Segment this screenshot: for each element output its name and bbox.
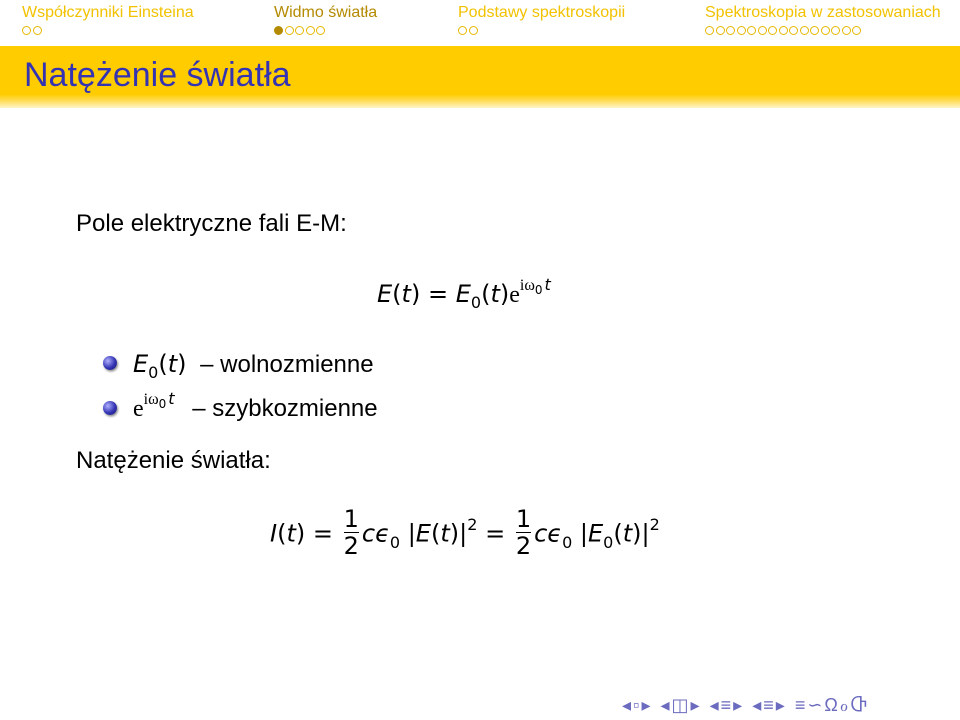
- eq1-amp-sub: 0: [470, 293, 482, 312]
- nav-dot-icon[interactable]: [274, 26, 283, 35]
- beamer-nav-symbol-icon[interactable]: ▸: [733, 695, 743, 715]
- nav-section-spektroskopia[interactable]: Spektroskopia w zastosowaniach: [705, 4, 941, 21]
- eq1-lhs: E: [377, 280, 393, 308]
- frame-title-bar: [0, 46, 960, 108]
- nav-dot-icon[interactable]: [800, 26, 809, 35]
- beamer-nav-symbol-icon[interactable]: ≡: [720, 695, 732, 715]
- bullet1-math: E: [133, 350, 149, 378]
- eq2-frac-num: 1: [343, 505, 359, 533]
- nav-dot-icon[interactable]: [458, 26, 467, 35]
- intensity-label: Natężenie światła:: [76, 447, 271, 474]
- eq2-frac2-num: 1: [515, 505, 532, 533]
- bullet2-base: e: [133, 396, 144, 422]
- nav-section-widmo[interactable]: Widmo światła: [274, 4, 378, 21]
- bullet1-arg: t: [167, 350, 178, 378]
- nav-dot-icon[interactable]: [737, 26, 746, 35]
- beamer-nav-symbol-icon[interactable]: ▫: [633, 695, 640, 715]
- nav-dot-icon[interactable]: [705, 26, 714, 35]
- eq1-exp-pow-sub: 0: [534, 283, 543, 297]
- nav-dot-icon[interactable]: [306, 26, 315, 35]
- eq2-E0: E: [587, 519, 604, 548]
- eq1-exp-pow-t: t: [544, 275, 551, 294]
- nav-section-einstein[interactable]: Współczynniki Einsteina: [22, 4, 194, 21]
- eq2-equals-2: =: [485, 519, 506, 548]
- eq2-c: c: [361, 519, 376, 548]
- beamer-nav-symbol-icon[interactable]: ◫: [671, 695, 689, 715]
- eq2-eps: ϵ: [375, 519, 390, 548]
- beamer-nav-symbol-icon[interactable]: ℴ: [839, 695, 849, 715]
- beamer-nav-symbol-icon[interactable]: ≡: [763, 695, 774, 715]
- beamer-nav-symbol-icon[interactable]: ≡: [794, 695, 806, 715]
- eq2-frac2-den: 2: [515, 532, 532, 560]
- eq2-E: E: [415, 519, 431, 548]
- frame-title: Natężenie światła: [24, 56, 291, 94]
- nav-dots-podstawy: [458, 26, 479, 38]
- beamer-nav-symbol-icon[interactable]: ∽: [807, 695, 823, 715]
- beamer-nav-symbol-icon[interactable]: ◂: [622, 695, 632, 715]
- bullet-item-slow: $E_0(t)$ – wolnozmienne: [133, 350, 374, 382]
- eq2-square-2: 2: [649, 514, 660, 534]
- eq2-fraction: [344, 506, 359, 559]
- nav-dot-icon[interactable]: [842, 26, 851, 35]
- eq2-fraction-2: [516, 506, 531, 559]
- intensity-equation: I(t) = $\frac{1}{2}$ $c\epsilon_0$ $|E(t)|^2$ = $\frac{1}{2}$ $c\epsilon_0$ $|E_0(t)|^2$: [270, 505, 660, 560]
- eq2-bar-left-2: |: [579, 519, 588, 548]
- nav-dot-icon[interactable]: [852, 26, 861, 35]
- nav-dot-icon[interactable]: [316, 26, 325, 35]
- eq2-bar-right-2: |: [641, 519, 650, 548]
- equation-field: $E(t) = E_0(t)e^{i\omega 0}$ $^t$: [377, 275, 551, 312]
- eq2-equals: =: [312, 519, 333, 548]
- beamer-nav-symbol-icon[interactable]: Ω: [824, 695, 838, 715]
- eq1-arg: t: [401, 280, 411, 308]
- beamer-nav-symbol-icon[interactable]: ▸: [690, 695, 700, 715]
- headline-navigation: [0, 0, 960, 46]
- eq2-frac-den: 2: [343, 532, 359, 560]
- eq2-lhs: I: [270, 519, 278, 548]
- eq1-amp: E: [455, 280, 471, 308]
- nav-section-podstawy[interactable]: Podstawy spektroskopii: [458, 4, 626, 21]
- nav-dot-icon[interactable]: [22, 26, 31, 35]
- beamer-nav-symbol-icon[interactable]: Ⴇ: [850, 695, 867, 715]
- eq2-bar-left: |: [407, 519, 416, 548]
- nav-dot-icon[interactable]: [726, 26, 735, 35]
- bullet1-sub: 0: [148, 363, 159, 382]
- eq1-exp-pow: iω: [519, 277, 535, 294]
- beamer-nav-symbol-icon[interactable]: ▸: [775, 695, 785, 715]
- beamer-nav-symbol-icon[interactable]: ◂: [660, 695, 670, 715]
- bullet-ball-icon: [103, 401, 117, 415]
- eq2-eps-sub-2: 0: [562, 532, 573, 552]
- beamer-nav-symbol-icon[interactable]: ▸: [641, 695, 651, 715]
- beamer-nav-symbol-icon[interactable]: ◂: [752, 695, 762, 715]
- nav-dots-einstein: [22, 26, 43, 38]
- bullet2-pow: iω: [143, 391, 159, 408]
- nav-dot-icon[interactable]: [295, 26, 304, 35]
- nav-dot-icon[interactable]: [768, 26, 777, 35]
- nav-dot-icon[interactable]: [33, 26, 42, 35]
- nav-dot-icon[interactable]: [758, 26, 767, 35]
- bullet-item-fast: [133, 389, 378, 423]
- eq2-bar-right: |: [459, 519, 468, 548]
- eq2-arg: t: [286, 519, 296, 548]
- bullet2-pow-sub: 0: [158, 397, 167, 411]
- bullet1-text: – wolnozmienne: [200, 351, 374, 378]
- eq2-c-2: c: [534, 519, 548, 548]
- eq2-E-arg: t: [440, 519, 450, 548]
- nav-dot-icon[interactable]: [716, 26, 725, 35]
- eq1-exp-base: e: [509, 282, 520, 308]
- bullet-ball-icon: [103, 356, 117, 370]
- nav-dot-icon[interactable]: [469, 26, 478, 35]
- nav-dots-spektroskopia: [705, 26, 863, 38]
- eq2-square: 2: [467, 514, 478, 534]
- eq2-eps-sub: 0: [389, 532, 401, 552]
- intro-text: Pole elektryczne fali E-M:: [76, 210, 347, 237]
- bullet2-pow-t: t: [168, 389, 175, 408]
- bullet2-text: – szybkozmienne: [192, 395, 378, 422]
- nav-dot-icon[interactable]: [789, 26, 798, 35]
- nav-dot-icon[interactable]: [779, 26, 788, 35]
- eq2-E0-sub: 0: [603, 532, 614, 552]
- nav-dot-icon[interactable]: [285, 26, 294, 35]
- nav-dot-icon[interactable]: [810, 26, 819, 35]
- beamer-nav-symbol-icon[interactable]: ◂: [709, 695, 719, 715]
- eq1-equals: =: [427, 280, 449, 308]
- nav-dots-widmo: [274, 26, 327, 38]
- eq2-eps-2: ϵ: [547, 519, 563, 548]
- eq1-amp-arg: t: [490, 280, 500, 308]
- nav-dot-icon[interactable]: [821, 26, 830, 35]
- beamer-navigation-symbols: [622, 695, 869, 716]
- nav-dot-icon[interactable]: [747, 26, 756, 35]
- eq2-E0-arg: t: [622, 519, 633, 548]
- nav-dot-icon[interactable]: [831, 26, 840, 35]
